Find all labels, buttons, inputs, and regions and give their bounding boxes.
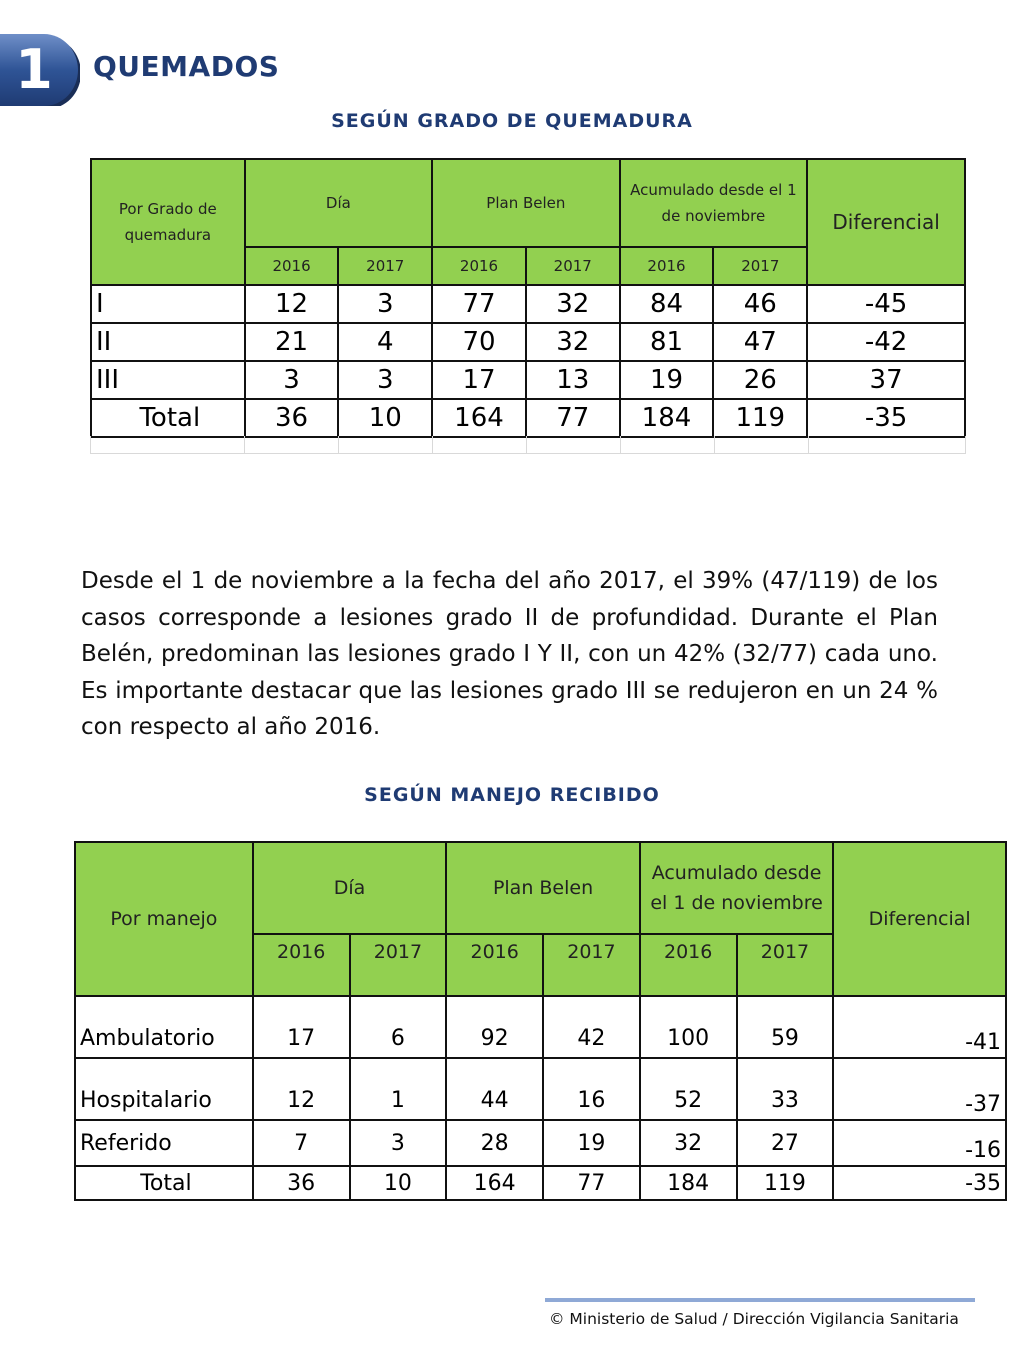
group-header-dia: Día [245,159,432,247]
table-cell: 36 [253,1166,350,1200]
row-label: III [91,361,245,399]
year-header: 2016 [253,934,350,996]
management-table [74,841,1007,1201]
footer-credit: © Ministerio de Salud / Dirección Vigilancia Sanitaria [549,1310,959,1328]
year-header: 2016 [245,247,339,285]
table-row [75,1120,1006,1166]
table-cell: 33 [737,1058,834,1120]
row-header: Por Grado de quemadura [91,159,245,285]
table-cell: 32 [526,323,620,361]
table-cell: 77 [543,1166,640,1200]
section-title-grado: SEGÚN GRADO DE QUEMADURA [331,110,693,132]
row-label: Total [91,399,245,437]
row-label: Ambulatorio [75,996,253,1058]
table-cell: 100 [640,996,737,1058]
table-cell: 21 [245,323,339,361]
year-header: 2017 [338,247,432,285]
table-cell: 26 [713,361,807,399]
table-cell: 6 [350,996,447,1058]
table-row-total [91,399,965,437]
table-cell: 17 [432,361,526,399]
group-header-acumulado: Acumulado desde el 1 de noviembre [640,842,834,934]
table-cell: 3 [338,285,432,323]
table-cell: 32 [640,1120,737,1166]
row-label: II [91,323,245,361]
year-header: 2016 [446,934,543,996]
row-label: Total [75,1166,253,1200]
diff-cell: -41 [833,996,1006,1058]
diff-header: Diferencial [833,842,1006,996]
table-cell: 28 [446,1120,543,1166]
table-cell: 17 [253,996,350,1058]
row-header: Por manejo [75,842,253,996]
diff-cell: -16 [833,1120,1006,1166]
table-cell: 81 [620,323,714,361]
table-row [75,1058,1006,1120]
table-cell: 184 [620,399,714,437]
diff-cell: -35 [807,399,965,437]
diff-header: Diferencial [807,159,965,285]
row-label: Referido [75,1120,253,1166]
diff-cell: -45 [807,285,965,323]
table-cell: 12 [253,1058,350,1120]
table-cell: 3 [245,361,339,399]
table-cell: 70 [432,323,526,361]
table-cell: 32 [526,285,620,323]
table-row [91,285,965,323]
group-header-dia: Día [253,842,447,934]
group-header-acumulado: Acumulado desde el 1 de noviembre [620,159,808,247]
diff-cell: -35 [833,1166,1006,1200]
table-cell: 10 [350,1166,447,1200]
diff-cell: -42 [807,323,965,361]
group-header-plan-belen: Plan Belen [446,842,640,934]
year-header: 2017 [543,934,640,996]
table-cell: 47 [713,323,807,361]
table-cell: 59 [737,996,834,1058]
row-label: Hospitalario [75,1058,253,1120]
table-row [91,361,965,399]
group-header-plan-belen: Plan Belen [432,159,620,247]
burn-grade-table [90,158,966,438]
table-cell: 77 [526,399,620,437]
summary-paragraph: Desde el 1 de noviembre a la fecha del año 2017, el 39% (47/119) de los casos corresponde a lesiones grado II de profundidad. Durante el Plan Belén, predominan las lesiones grado I Y II, con un 42% (32/77) cada uno. Es importante destacar que las lesiones grado III se redujeron en un 24 % con respecto al año 2016. [81,568,938,740]
year-header: 2017 [526,247,620,285]
table-cell: 164 [446,1166,543,1200]
empty-table-row [90,436,966,454]
year-header: 2016 [640,934,737,996]
table-row [91,323,965,361]
table-cell: 184 [640,1166,737,1200]
year-header: 2017 [350,934,447,996]
table-cell: 10 [338,399,432,437]
badge-number: 1 [15,38,53,101]
footer-divider [545,1298,975,1302]
table-cell: 3 [350,1120,447,1166]
table-cell: 52 [640,1058,737,1120]
table-cell: 13 [526,361,620,399]
table-cell: 19 [543,1120,640,1166]
table-cell: 12 [245,285,339,323]
table-cell: 46 [713,285,807,323]
table-cell: 19 [620,361,714,399]
table-cell: 7 [253,1120,350,1166]
table-cell: 164 [432,399,526,437]
table-cell: 27 [737,1120,834,1166]
table-cell: 119 [737,1166,834,1200]
table-cell: 77 [432,285,526,323]
diff-cell: 37 [807,361,965,399]
table-row-total [75,1166,1006,1200]
year-header: 2017 [713,247,807,285]
table-cell: 4 [338,323,432,361]
page-title: QUEMADOS [93,50,280,83]
section-title-manejo: SEGÚN MANEJO RECIBIDO [364,784,660,806]
table-cell: 36 [245,399,339,437]
row-label: I [91,285,245,323]
table-cell: 42 [543,996,640,1058]
diff-cell: -37 [833,1058,1006,1120]
year-header: 2017 [737,934,834,996]
year-header: 2016 [620,247,714,285]
table-row [75,996,1006,1058]
table-cell: 16 [543,1058,640,1120]
table-cell: 84 [620,285,714,323]
table-cell: 92 [446,996,543,1058]
year-header: 2016 [432,247,526,285]
table-cell: 119 [713,399,807,437]
table-cell: 3 [338,361,432,399]
table-cell: 44 [446,1058,543,1120]
table-cell: 1 [350,1058,447,1120]
